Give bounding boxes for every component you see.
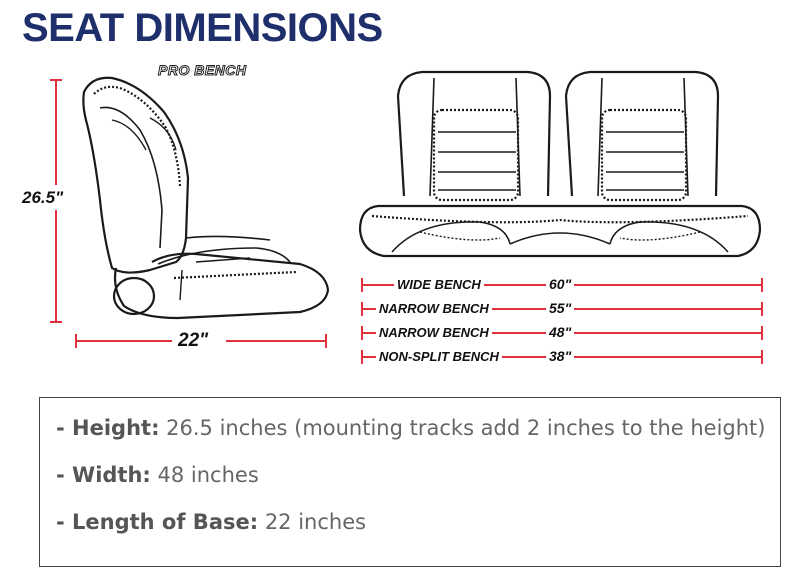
page-title: SEAT DIMENSIONS (22, 6, 383, 50)
bench-value-narrow-48: 48" (546, 324, 574, 340)
width-dimension-label: 22" (178, 330, 209, 351)
bench-value-wide: 60" (546, 276, 574, 292)
height-dimension-label: 26.5" (22, 188, 64, 207)
spec-width (56, 463, 259, 487)
side-view-seat (83, 78, 328, 318)
bench-value-non-split: 38" (546, 348, 574, 364)
spec-height-value: 26.5 inches (mounting tracks add 2 inches to the height) (166, 416, 766, 440)
spec-length-label: - Length of Base: (56, 510, 259, 534)
spec-width-label: - Width: (56, 463, 151, 487)
bench-label-wide: WIDE BENCH (394, 277, 484, 292)
spec-height (56, 416, 766, 440)
bench-label-narrow-55: NARROW BENCH (376, 301, 492, 316)
bench-label-non-split: NON-SPLIT BENCH (376, 349, 502, 364)
spec-width-value: 48 inches (157, 463, 259, 487)
bench-front-view (360, 72, 760, 256)
bench-value-narrow-55: 55" (546, 300, 574, 316)
spec-length-value: 22 inches (264, 510, 367, 534)
spec-length (56, 510, 366, 534)
bench-label-narrow-48: NARROW BENCH (376, 325, 492, 340)
spec-box (39, 397, 781, 567)
product-subtitle: PRO BENCH (158, 62, 247, 78)
spec-height-label: - Height: (56, 416, 160, 440)
